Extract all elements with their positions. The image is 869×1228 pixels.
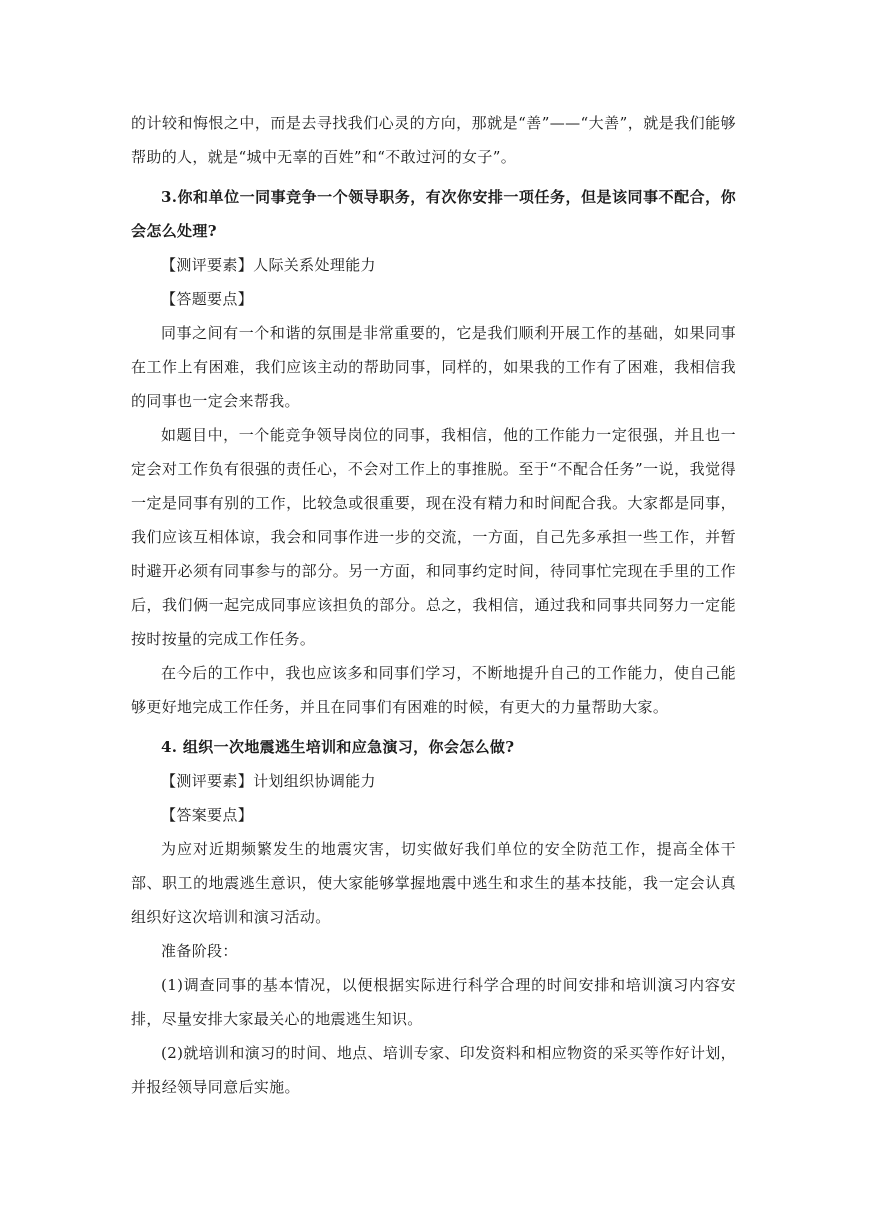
question-4: 4. 组织一次地震逃生培训和应急演习，你会怎么做?: [161, 738, 515, 756]
list-item: (2)就培训和演习的时间、地点、培训专家、印发资料和相应物资的采买等作好计划，并报经领导同意后实施。: [131, 1044, 736, 1096]
answer-paragraph: 如题目中，一个能竞争领导岗位的同事，我相信，他的工作能力一定很强，并且也一定会对工作负有很强的责任心，不会对工作上的事推脱。至于“不配合任务”一说，我觉得一定是同事有别的工作，比较急或很重要，现在没有精力和时间配合我。大家都是同事，我们应该互相体谅，我会和同事作进一步的交流，一方面，自己先多承担一些工作，并暂时避开必须有同事参与的部分。另一方面，和同事约定时间，待同事忙完现在手里的工作后，我们俩一起完成同事应该担负的部分。总之，我相信，通过我和同事共同努力一定能按时按量的完成工作任务。: [131, 426, 736, 648]
question-3: 3.你和单位一同事竞争一个领导职务，有次你安排一项任务，但是该同事不配合，你会怎么处理?: [131, 188, 736, 240]
answer-paragraph: 在今后的工作中，我也应该多和同事们学习，不断地提升自己的工作能力，使自己能够更好地完成工作任务，并且在同事们有困难的时候，有更大的力量帮助大家。: [131, 664, 736, 716]
evaluation-element-label: 【测评要素】人际关系处理能力: [161, 256, 376, 274]
evaluation-element-label: 【测评要素】计划组织协调能力: [161, 772, 376, 790]
answer-points-label: 【答题要点】: [161, 290, 254, 308]
paragraph-continuation: 的计较和悔恨之中，而是去寻找我们心灵的方向，那就是“善”——“大善”，就是我们能够帮助的人，就是“城中无辜的百姓”和“不敢过河的女子”。: [131, 114, 736, 166]
list-item: (1)调查同事的基本情况，以便根据实际进行科学合理的时间安排和培训演习内容安排，尽量安排大家最关心的地震逃生知识。: [131, 976, 736, 1028]
document-page: [131, 106, 736, 1104]
answer-paragraph: 同事之间有一个和谐的氛围是非常重要的，它是我们顺利开展工作的基础，如果同事在工作上有困难，我们应该主动的帮助同事，同样的，如果我的工作有了困难，我相信我的同事也一定会来帮我。: [131, 324, 736, 410]
answer-points-label: 【答案要点】: [161, 806, 254, 824]
preparation-stage-heading: 准备阶段：: [161, 942, 238, 960]
answer-paragraph: 为应对近期频繁发生的地震灾害，切实做好我们单位的安全防范工作，提高全体干部、职工的地震逃生意识，使大家能够掌握地震中逃生和求生的基本技能，我一定会认真组织好这次培训和演习活动。: [131, 840, 736, 926]
